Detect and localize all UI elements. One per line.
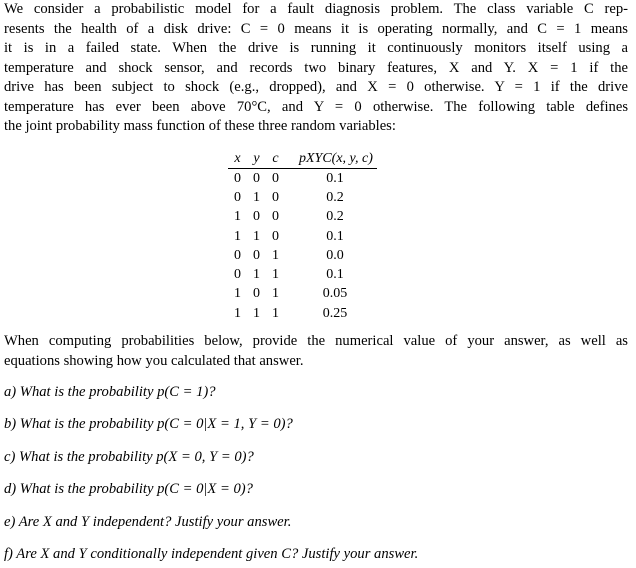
table-row	[228, 304, 377, 323]
cell-prob: 0.1	[326, 267, 344, 283]
header-y: y	[247, 149, 266, 169]
cell-c: 0	[272, 209, 279, 225]
cell-y: 1	[253, 305, 260, 321]
intro-line: it is in a failed state. When the drive is running it continuously monitors itself using a	[4, 40, 628, 56]
cell-x: 1	[234, 286, 241, 302]
question-e: e) Are X and Y independent? Justify your answer.	[4, 514, 292, 530]
cell-c: 1	[272, 286, 279, 302]
cell-c: 0	[272, 228, 279, 244]
cell-y: 1	[253, 189, 260, 205]
cell-y: 0	[253, 209, 260, 225]
cell-c: 1	[272, 305, 279, 321]
question-c: c) What is the probability p(X = 0, Y = 0)?	[4, 449, 254, 465]
cell-prob: 0.05	[322, 286, 348, 302]
instructions-line: When computing probabilities below, provide the numerical value of your answer, as well as	[4, 333, 628, 349]
cell-c: 1	[272, 247, 279, 263]
table-row	[228, 265, 377, 284]
cell-prob: 0.2	[326, 209, 344, 225]
cell-prob: 0.1	[326, 228, 344, 244]
cell-c: 0	[272, 170, 279, 186]
cell-x: 0	[234, 170, 241, 186]
table-row	[228, 246, 377, 265]
intro-line: resents the health of a disk drive: C = 0 means it is operating normally, and C = 1 means	[4, 20, 628, 37]
cell-c: 0	[272, 189, 279, 205]
pmf-table	[228, 149, 377, 323]
cell-y: 1	[253, 228, 260, 244]
cell-y: 1	[253, 267, 260, 283]
cell-y: 0	[253, 247, 260, 263]
intro-line: temperature has ever been above 70°C, and Y = 0 otherwise. The following table defines	[4, 98, 628, 115]
cell-y: 0	[253, 170, 260, 186]
question-b: b) What is the probability p(C = 0|X = 1, Y = 0)?	[4, 416, 293, 432]
header-pmf: pXYC(x, y, c)	[285, 149, 377, 169]
question-a: a) What is the probability p(C = 1)?	[4, 384, 216, 400]
cell-y: 0	[253, 286, 260, 302]
table-row	[228, 285, 377, 304]
intro-paragraph	[4, 0, 628, 137]
cell-c: 1	[272, 267, 279, 283]
header-x: x	[228, 149, 247, 169]
intro-line: drive has been subject to shock (e.g., dropped), and X = 0 otherwise. Y = 1 if the drive	[4, 79, 628, 95]
question-f: f) Are X and Y conditionally independent given C? Justify your answer.	[4, 546, 419, 562]
cell-x: 1	[234, 209, 241, 225]
intro-line: temperature and shock sensor, and records two binary features, X and Y. X = 1 if the	[4, 59, 628, 76]
table-row	[228, 208, 377, 227]
table-row	[228, 169, 377, 189]
cell-prob: 0.0	[326, 247, 344, 263]
cell-x: 0	[234, 247, 241, 263]
table-row	[228, 227, 377, 246]
cell-x: 1	[234, 228, 241, 244]
cell-x: 1	[234, 305, 241, 321]
cell-x: 0	[234, 189, 241, 205]
question-d: d) What is the probability p(C = 0|X = 0)?	[4, 481, 253, 497]
instructions-line: equations showing how you calculated that answer.	[4, 352, 304, 369]
cell-prob: 0.25	[322, 305, 348, 321]
cell-prob: 0.2	[326, 189, 344, 205]
instructions-paragraph	[4, 332, 628, 371]
cell-x: 0	[234, 267, 241, 283]
intro-line: the joint probability mass function of these three random variables:	[4, 118, 396, 134]
intro-line: We consider a probabilistic model for a fault diagnosis problem. The class variable C rep-	[4, 1, 628, 17]
cell-prob: 0.1	[326, 170, 344, 186]
header-c: c	[266, 149, 285, 169]
table-row	[228, 188, 377, 207]
table-header-row	[228, 149, 377, 169]
